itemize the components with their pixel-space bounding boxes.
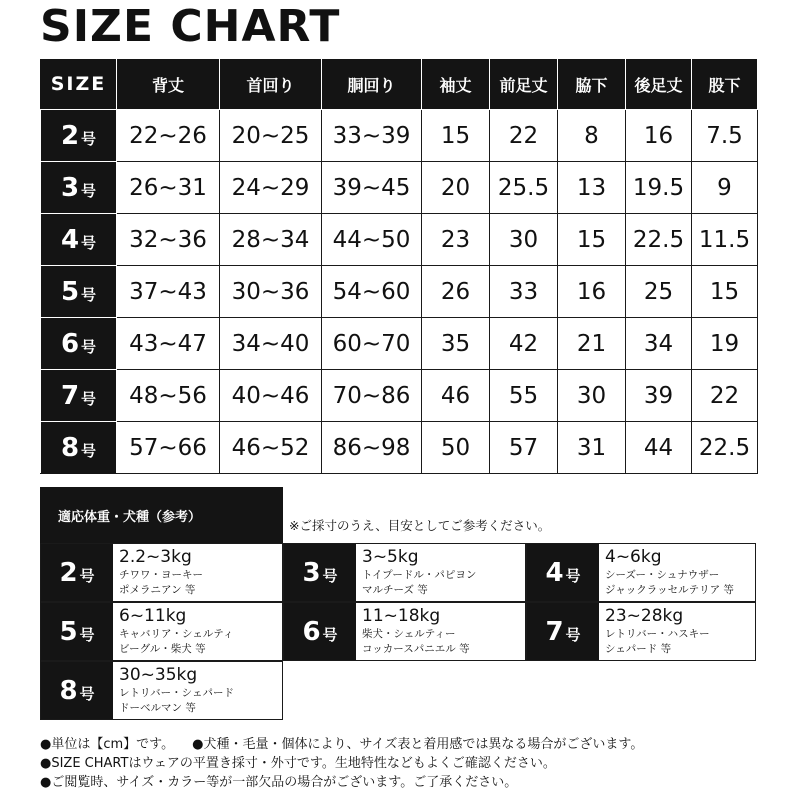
weight-size-unit: 号 bbox=[79, 626, 95, 644]
size-number: 8 bbox=[60, 432, 80, 463]
size-label bbox=[41, 370, 117, 422]
size-label bbox=[41, 318, 117, 370]
breed-line: チワワ・ヨーキー bbox=[119, 569, 203, 581]
weight-size-label bbox=[41, 603, 113, 660]
size-row bbox=[41, 370, 758, 422]
weight-size-unit: 号 bbox=[79, 567, 95, 585]
size-value-cell: 15 bbox=[692, 266, 758, 318]
weight-size-unit: 号 bbox=[79, 685, 95, 703]
size-row bbox=[41, 422, 758, 474]
size-table-body bbox=[41, 110, 758, 474]
weight-info bbox=[113, 662, 234, 719]
size-value-cell: 23 bbox=[422, 214, 490, 266]
size-value-cell: 44~50 bbox=[322, 214, 422, 266]
size-value-cell: 9 bbox=[692, 162, 758, 214]
weight-size-number: 8 bbox=[59, 675, 78, 706]
weight-size-label bbox=[41, 544, 113, 601]
size-value-cell: 30 bbox=[558, 370, 626, 422]
footer-unit-note: ●単位は【cm】です。 bbox=[40, 737, 175, 752]
breed-line: ドーベルマン 等 bbox=[119, 702, 196, 714]
size-unit: 号 bbox=[81, 441, 97, 460]
size-row bbox=[41, 214, 758, 266]
size-value-cell: 33 bbox=[490, 266, 558, 318]
weight-info bbox=[356, 544, 476, 601]
weight-section-note: ※ご採寸のうえ、目安としてご参考ください。 bbox=[289, 518, 551, 533]
size-unit: 号 bbox=[81, 233, 97, 252]
weight-size-number: 3 bbox=[302, 557, 321, 588]
weight-cell bbox=[40, 661, 283, 720]
weight-info bbox=[599, 544, 734, 601]
footer-line-2: ●SIZE CHARTはウェアの平置き採寸・外寸です。生地特性などもよくご確認ください。 bbox=[40, 756, 556, 771]
size-number: 2 bbox=[60, 120, 80, 151]
size-value-cell: 25.5 bbox=[490, 162, 558, 214]
size-value-cell: 25 bbox=[626, 266, 692, 318]
size-value-cell: 86~98 bbox=[322, 422, 422, 474]
size-value-cell: 46~52 bbox=[220, 422, 322, 474]
breed-line: ビーグル・柴犬 等 bbox=[119, 643, 206, 655]
size-value-cell: 33~39 bbox=[322, 110, 422, 162]
breed-line: シェパード 等 bbox=[605, 643, 672, 655]
weight-range: 2.2~3kg bbox=[119, 547, 192, 567]
weight-size-unit: 号 bbox=[565, 567, 581, 585]
size-value-cell: 13 bbox=[558, 162, 626, 214]
size-number: 4 bbox=[60, 224, 80, 255]
weight-range: 6~11kg bbox=[119, 606, 187, 626]
size-value-cell: 55 bbox=[490, 370, 558, 422]
size-label bbox=[41, 422, 117, 474]
weight-size-label bbox=[41, 662, 113, 719]
column-header: 袖丈 bbox=[422, 59, 490, 110]
weight-size-number: 6 bbox=[302, 616, 321, 647]
size-value-cell: 32~36 bbox=[117, 214, 220, 266]
page-title: SIZE CHART bbox=[40, 1, 341, 52]
weight-size-unit: 号 bbox=[322, 567, 338, 585]
weight-cell bbox=[40, 602, 283, 661]
footer-line-1 bbox=[40, 735, 780, 754]
size-value-cell: 20 bbox=[422, 162, 490, 214]
weight-size-label bbox=[527, 603, 599, 660]
size-value-cell: 37~43 bbox=[117, 266, 220, 318]
breed-line: 柴犬・シェルティー bbox=[362, 628, 456, 640]
size-value-cell: 40~46 bbox=[220, 370, 322, 422]
breed-line: レトリバー・シェパード bbox=[119, 687, 234, 699]
column-header: 脇下 bbox=[558, 59, 626, 110]
size-value-cell: 15 bbox=[422, 110, 490, 162]
size-value-cell: 70~86 bbox=[322, 370, 422, 422]
size-value-cell: 16 bbox=[626, 110, 692, 162]
weight-cell bbox=[526, 602, 756, 661]
size-value-cell: 31 bbox=[558, 422, 626, 474]
size-value-cell: 57~66 bbox=[117, 422, 220, 474]
breed-line: シーズー・シュナウザー bbox=[605, 569, 720, 581]
size-number: 5 bbox=[60, 276, 80, 307]
size-label bbox=[41, 110, 117, 162]
column-header: 後足丈 bbox=[626, 59, 692, 110]
size-value-cell: 22 bbox=[692, 370, 758, 422]
column-header: 股下 bbox=[692, 59, 758, 110]
column-header: 前足丈 bbox=[490, 59, 558, 110]
weight-cell bbox=[526, 543, 756, 602]
column-header: 背丈 bbox=[117, 59, 220, 110]
size-value-cell: 34~40 bbox=[220, 318, 322, 370]
size-value-cell: 15 bbox=[558, 214, 626, 266]
size-value-cell: 26 bbox=[422, 266, 490, 318]
size-table-header-row bbox=[41, 59, 758, 110]
footer-fit-note: ●犬種・毛量・個体により、サイズ表と着用感では異なる場合がございます。 bbox=[192, 737, 644, 752]
size-value-cell: 22.5 bbox=[626, 214, 692, 266]
column-header: 胴回り bbox=[322, 59, 422, 110]
size-value-cell: 22~26 bbox=[117, 110, 220, 162]
weight-range: 30~35kg bbox=[119, 665, 198, 685]
size-value-cell: 60~70 bbox=[322, 318, 422, 370]
weight-size-unit: 号 bbox=[565, 626, 581, 644]
footer-notes bbox=[40, 735, 780, 792]
size-row bbox=[41, 318, 758, 370]
size-value-cell: 34 bbox=[626, 318, 692, 370]
size-value-cell: 19 bbox=[692, 318, 758, 370]
size-value-cell: 30 bbox=[490, 214, 558, 266]
weight-size-label bbox=[284, 544, 356, 601]
size-row bbox=[41, 266, 758, 318]
weight-range: 4~6kg bbox=[605, 547, 662, 567]
size-table bbox=[40, 58, 758, 474]
weight-range: 3~5kg bbox=[362, 547, 419, 567]
breed-line: キャバリア・シェルティ bbox=[119, 628, 234, 640]
size-value-cell: 8 bbox=[558, 110, 626, 162]
size-unit: 号 bbox=[81, 337, 97, 356]
size-value-cell: 50 bbox=[422, 422, 490, 474]
weight-range: 23~28kg bbox=[605, 606, 684, 626]
size-row bbox=[41, 162, 758, 214]
weight-range: 11~18kg bbox=[362, 606, 441, 626]
weight-size-label bbox=[527, 544, 599, 601]
size-value-cell: 28~34 bbox=[220, 214, 322, 266]
breed-line: ジャックラッセルテリア 等 bbox=[605, 584, 734, 596]
footer-line-3: ●ご閲覧時、サイズ・カラー等が一部欠品の場合がございます。ご了承ください。 bbox=[40, 775, 518, 790]
weight-size-number: 7 bbox=[545, 616, 564, 647]
size-value-cell: 48~56 bbox=[117, 370, 220, 422]
size-value-cell: 42 bbox=[490, 318, 558, 370]
size-value-cell: 22 bbox=[490, 110, 558, 162]
weight-cell bbox=[283, 602, 526, 661]
weight-cell bbox=[40, 543, 283, 602]
weight-size-number: 4 bbox=[545, 557, 564, 588]
size-number: 6 bbox=[60, 328, 80, 359]
size-value-cell: 19.5 bbox=[626, 162, 692, 214]
size-number: 7 bbox=[60, 380, 80, 411]
size-row bbox=[41, 110, 758, 162]
size-value-cell: 24~29 bbox=[220, 162, 322, 214]
size-value-cell: 46 bbox=[422, 370, 490, 422]
weight-size-number: 2 bbox=[59, 557, 78, 588]
size-value-cell: 39 bbox=[626, 370, 692, 422]
size-unit: 号 bbox=[81, 129, 97, 148]
size-value-cell: 20~25 bbox=[220, 110, 322, 162]
size-value-cell: 21 bbox=[558, 318, 626, 370]
size-value-cell: 57 bbox=[490, 422, 558, 474]
size-number: 3 bbox=[60, 172, 80, 203]
breed-line: マルチーズ 等 bbox=[362, 584, 428, 596]
size-value-cell: 44 bbox=[626, 422, 692, 474]
size-label bbox=[41, 266, 117, 318]
size-unit: 号 bbox=[81, 285, 97, 304]
weight-info bbox=[356, 603, 470, 660]
breed-line: トイプードル・パピヨン bbox=[362, 569, 477, 581]
size-value-cell: 16 bbox=[558, 266, 626, 318]
breed-line: コッカースパニエル 等 bbox=[362, 643, 470, 655]
size-value-cell: 26~31 bbox=[117, 162, 220, 214]
size-value-cell: 11.5 bbox=[692, 214, 758, 266]
breed-line: ポメラニアン 等 bbox=[119, 584, 196, 596]
size-value-cell: 22.5 bbox=[692, 422, 758, 474]
weight-info bbox=[113, 544, 203, 601]
weight-info bbox=[113, 603, 233, 660]
weight-cell bbox=[283, 543, 526, 602]
size-label bbox=[41, 214, 117, 266]
size-label bbox=[41, 162, 117, 214]
breed-line: レトリバー・ハスキー bbox=[605, 628, 710, 640]
weight-section-heading: 適応体重・犬種（参考） bbox=[40, 487, 283, 543]
size-value-cell: 30~36 bbox=[220, 266, 322, 318]
weight-size-label bbox=[284, 603, 356, 660]
size-value-cell: 7.5 bbox=[692, 110, 758, 162]
weight-size-unit: 号 bbox=[322, 626, 338, 644]
size-value-cell: 39~45 bbox=[322, 162, 422, 214]
size-column-header: SIZE bbox=[41, 59, 117, 110]
column-header: 首回り bbox=[220, 59, 322, 110]
weight-size-number: 5 bbox=[59, 616, 78, 647]
size-value-cell: 35 bbox=[422, 318, 490, 370]
weight-info bbox=[599, 603, 710, 660]
size-unit: 号 bbox=[81, 181, 97, 200]
size-unit: 号 bbox=[81, 389, 97, 408]
size-value-cell: 54~60 bbox=[322, 266, 422, 318]
size-value-cell: 43~47 bbox=[117, 318, 220, 370]
